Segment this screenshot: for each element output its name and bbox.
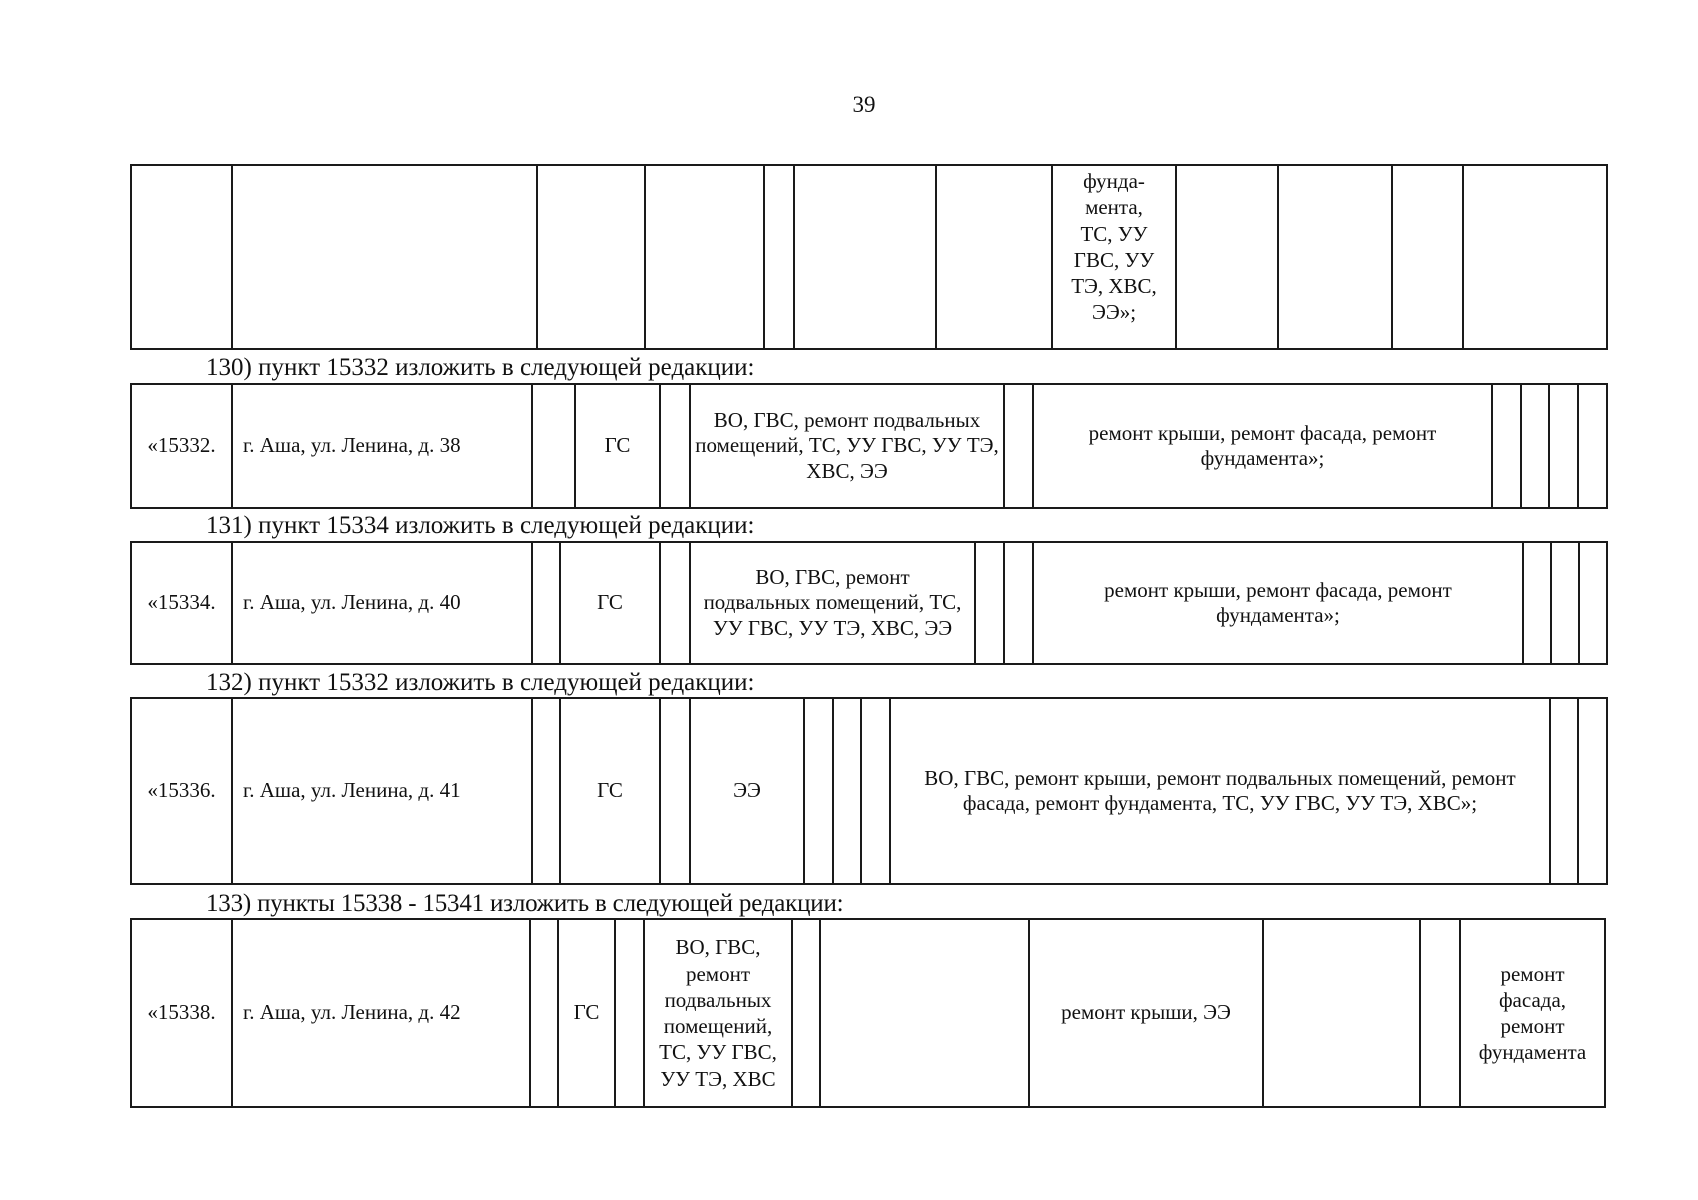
works-cell: ВО, ГВС, ремонт подвальных помещений, ТС, УУ ГВС, УУ ТЭ, ХВС, ЭЭ xyxy=(690,384,1004,508)
page-number: 39 xyxy=(852,92,876,117)
caption-130: 130) пункт 15332 изложить в следующей редакции: xyxy=(206,354,755,381)
table-15338 xyxy=(130,918,1606,1108)
address-cell: г. Аша, ул. Ленина, д. 42 xyxy=(232,919,530,1107)
caption-133: 133) пункты 15338 - 15341 изложить в следующей редакции: xyxy=(206,890,844,917)
works-text: фунда- мента, ТС, УУ ГВС, УУ ТЭ, ХВС, ЭЭ»; xyxy=(1071,169,1157,325)
works-cell: ремонт крыши, ремонт фасада, ремонт фундамента»; xyxy=(1033,384,1492,508)
row-number: «15334. xyxy=(131,542,232,664)
continuation-table xyxy=(130,164,1608,350)
works-cell: ЭЭ xyxy=(690,698,804,884)
works-cell: ремонт фасада, ремонт фундамента xyxy=(1460,919,1605,1107)
address-cell: г. Аша, ул. Ленина, д. 41 xyxy=(232,698,532,884)
table-row xyxy=(131,165,1607,349)
table-15332 xyxy=(130,383,1608,509)
building-type: ГС xyxy=(560,542,660,664)
row-number: «15332. xyxy=(131,384,232,508)
works-cell xyxy=(1052,165,1176,349)
works-cell: ВО, ГВС, ремонт крыши, ремонт подвальных помещений, ремонт фасада, ремонт фундамента, ТС, УУ ГВС, УУ ТЭ, ХВС»; xyxy=(890,698,1550,884)
building-type: ГС xyxy=(575,384,660,508)
address-cell: г. Аша, ул. Ленина, д. 40 xyxy=(232,542,532,664)
table-row xyxy=(131,384,1607,508)
table-15336 xyxy=(130,697,1608,885)
row-number: «15338. xyxy=(131,919,232,1107)
caption-131: 131) пункт 15334 изложить в следующей редакции: xyxy=(206,512,755,539)
caption-132: 132) пункт 15332 изложить в следующей редакции: xyxy=(206,669,755,696)
works-cell: ВО, ГВС, ремонт подвальных помещений, ТС, УУ ГВС, УУ ТЭ, ХВС xyxy=(644,919,792,1107)
building-type: ГС xyxy=(560,698,660,884)
row-number: «15336. xyxy=(131,698,232,884)
table-row xyxy=(131,542,1607,664)
works-cell: ремонт крыши, ремонт фасада, ремонт фундамента»; xyxy=(1033,542,1523,664)
works-cell: ремонт крыши, ЭЭ xyxy=(1029,919,1263,1107)
table-row xyxy=(131,698,1607,884)
works-cell: ВО, ГВС, ремонт подвальных помещений, ТС, УУ ГВС, УУ ТЭ, ХВС, ЭЭ xyxy=(690,542,975,664)
table-row xyxy=(131,919,1605,1107)
table-15334 xyxy=(130,541,1608,665)
address-cell: г. Аша, ул. Ленина, д. 38 xyxy=(232,384,532,508)
building-type: ГС xyxy=(558,919,615,1107)
